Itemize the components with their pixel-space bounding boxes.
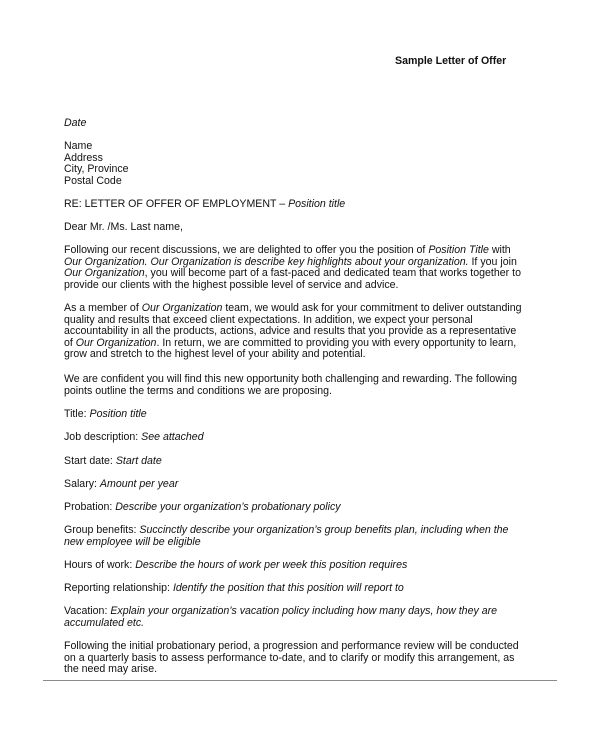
p1-org-name: Our Organization xyxy=(64,255,145,268)
paragraph-3 xyxy=(64,373,518,397)
salutation xyxy=(64,222,509,234)
address-city: City, Province xyxy=(64,163,129,176)
p1-text: If you join xyxy=(468,255,517,268)
address-name: Name xyxy=(64,140,93,152)
p2-text: accountability in all the products, actions, advice and results that you provide as a representative xyxy=(64,325,517,338)
p1-text: with xyxy=(488,244,511,256)
re-line xyxy=(64,199,509,211)
letter-title: Sample Letter of Offer xyxy=(395,55,507,67)
paragraph-2 xyxy=(64,302,522,361)
term-vacation xyxy=(64,606,509,629)
p2-text: quality and results that exceed client expectations. In addition, we expect your personal xyxy=(64,313,473,326)
re-position: Position title xyxy=(288,198,346,210)
term-value: Identify the position that this position will report to xyxy=(172,582,404,594)
term-value: accumulated etc. xyxy=(64,616,145,629)
p2-text: . In return, we are committed to providing you with every opportunity to learn, xyxy=(156,336,517,349)
term-value: Explain your organization’s vacation policy including how many days, how they are xyxy=(110,605,498,617)
date-label: Date xyxy=(64,117,87,129)
p4-text: the need may arise. xyxy=(64,663,158,676)
re-prefix: RE: LETTER OF OFFER OF EMPLOYMENT – xyxy=(64,198,289,210)
term-probation xyxy=(64,502,509,514)
p2-text: grow and stretch to the highest level of your ability and potential. xyxy=(64,348,366,361)
term-value: Amount per year xyxy=(99,478,179,490)
term-value: Succinctly describe your organization’s group benefits plan, including when the xyxy=(139,524,509,536)
p2-text: team, we would ask for your commitment to deliver outstanding xyxy=(222,302,522,314)
term-label: Job description: xyxy=(64,431,142,443)
p3-text: We are confident you will find this new opportunity both challenging and rewarding. The following xyxy=(64,373,518,385)
address-postal: Postal Code xyxy=(64,174,122,187)
recipient-address xyxy=(64,141,509,187)
term-reporting-relationship xyxy=(64,583,509,595)
term-label: Start date: xyxy=(64,455,116,467)
term-salary xyxy=(64,479,509,491)
paragraph-1 xyxy=(64,244,521,291)
salutation-text: Dear Mr. /Ms. Last name, xyxy=(64,221,183,233)
term-label: Salary: xyxy=(64,478,100,490)
term-label: Probation: xyxy=(64,501,116,513)
term-job-description xyxy=(64,432,509,444)
p1-text: Following our recent discussions, we are delighted to offer you the position of xyxy=(64,244,429,256)
p2-text: of xyxy=(64,336,76,349)
p3-text: points outline the terms and conditions we are proposing. xyxy=(64,384,332,397)
p1-org-name: Our Organization xyxy=(64,267,145,280)
term-hours-of-work xyxy=(64,560,509,572)
p1-text: provide our clients with the highest possible level of service and advice. xyxy=(64,278,399,291)
term-value: Describe the hours of work per week this position requires xyxy=(135,559,408,571)
p2-text: As a member of xyxy=(64,302,142,314)
p4-text: Following the initial probationary period, a progression and performance review will be conducted xyxy=(64,640,519,652)
p4-text: on a quarterly basis to assess performance to-date, and to clarify or modify this arrangement, as xyxy=(64,651,515,664)
term-label: Group benefits: xyxy=(64,524,140,536)
term-value: new employee will be eligible xyxy=(64,535,201,548)
page-divider xyxy=(43,680,557,681)
p1-org-highlights: . Our Organization is describe key highlights about your organization. xyxy=(144,255,469,268)
p1-text: , you will become part of a fast-paced and dedicated team that works together to xyxy=(144,267,521,280)
term-label: Reporting relationship: xyxy=(64,582,173,594)
address-street: Address xyxy=(64,151,103,164)
term-start-date xyxy=(64,456,509,468)
p2-org-name: Our Organization xyxy=(75,336,157,349)
term-value: Describe your organization’s probationary policy xyxy=(115,501,341,513)
term-label: Title: xyxy=(64,408,90,420)
term-group-benefits xyxy=(64,525,509,548)
term-value: Start date xyxy=(115,455,162,467)
term-title xyxy=(64,409,509,421)
term-value: Position title xyxy=(89,408,147,420)
date-line xyxy=(64,118,509,130)
term-label: Hours of work: xyxy=(64,559,136,571)
p1-position-title: Position Title xyxy=(428,244,489,256)
term-label: Vacation: xyxy=(64,605,111,617)
p2-org-name: Our Organization xyxy=(141,302,223,314)
paragraph-4 xyxy=(64,640,519,676)
term-value: See attached xyxy=(141,431,204,443)
